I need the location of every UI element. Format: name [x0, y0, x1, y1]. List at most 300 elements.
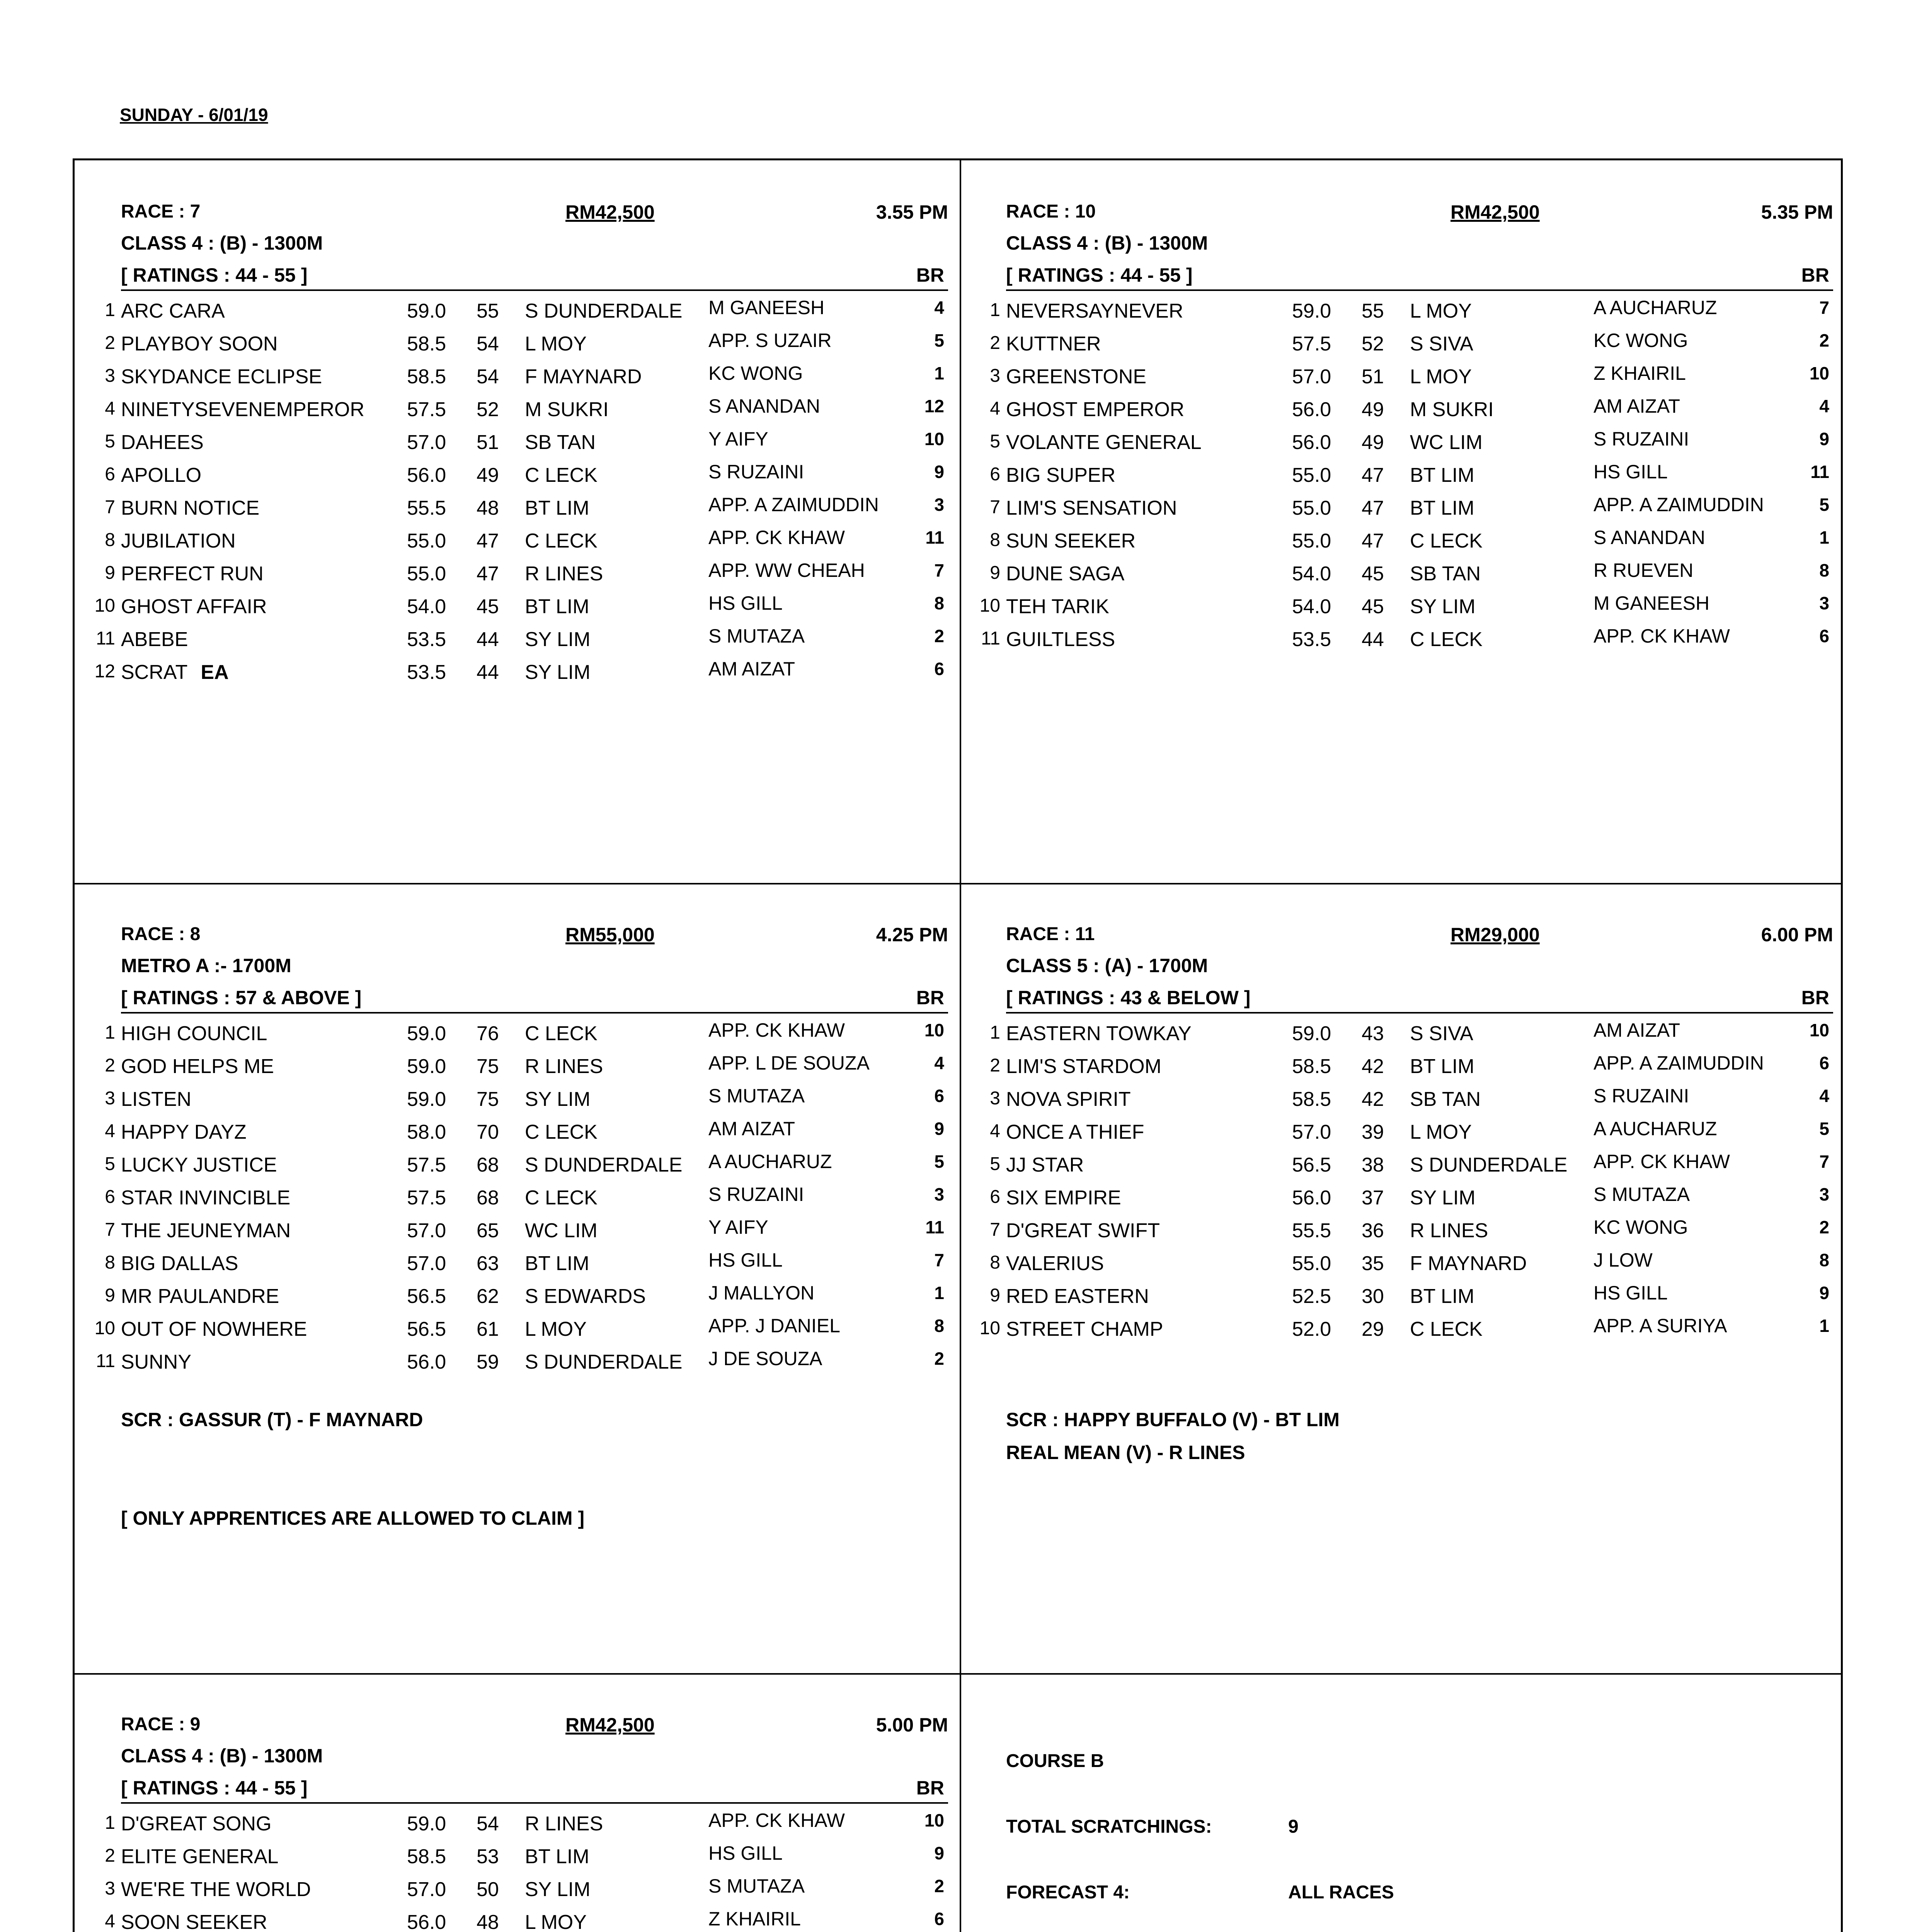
jockey: S EDWARDS — [525, 1285, 646, 1308]
entry-number: 4 — [105, 1121, 115, 1141]
entry-row — [960, 1315, 1833, 1349]
barrier: 1 — [934, 1283, 944, 1303]
horse-name: JJ STAR — [1006, 1154, 1084, 1176]
trainer: HS GILL — [1594, 1282, 1668, 1304]
barrier: 9 — [934, 462, 944, 482]
trainer: APP. CK KHAW — [1594, 625, 1730, 647]
jockey: BT LIM — [1410, 464, 1474, 486]
entry-row — [960, 1153, 1833, 1184]
weight: 56.0 — [1292, 1187, 1331, 1209]
jockey: SY LIM — [1410, 1187, 1476, 1209]
entry-row — [75, 1019, 948, 1053]
ea-marker: EA — [201, 661, 229, 684]
horse-name: GUILTLESS — [1006, 628, 1115, 651]
entry-number: 7 — [105, 1219, 115, 1240]
rating: 45 — [477, 595, 499, 618]
rating: 48 — [477, 497, 499, 519]
race-card-grid — [73, 158, 1843, 1932]
prize-money: RM42,500 — [565, 201, 655, 223]
entry-row — [75, 529, 948, 560]
trainer: S ANANDAN — [708, 395, 820, 417]
jockey: BT LIM — [525, 497, 589, 519]
weight: 53.5 — [407, 661, 446, 684]
horse-name: STAR INVINCIBLE — [121, 1187, 291, 1209]
jockey: L MOY — [525, 1318, 587, 1340]
trainer: APP. A ZAIMUDDIN — [1594, 494, 1764, 515]
weight: 57.5 — [1292, 333, 1331, 355]
entry-number: 7 — [990, 1219, 1000, 1240]
trainer: A AUCHARUZ — [1594, 1118, 1717, 1139]
horse-name: BIG DALLAS — [121, 1252, 238, 1275]
trainer: APP. A ZAIMUDDIN — [708, 494, 879, 515]
trainer: S RUZAINI — [1594, 428, 1689, 450]
trainer: APP. CK KHAW — [708, 1019, 845, 1041]
horse-name: LIM'S SENSATION — [1006, 497, 1177, 519]
weight: 55.0 — [1292, 1252, 1331, 1275]
race-number: RACE : 11 — [1006, 924, 1095, 944]
jockey: L MOY — [1410, 300, 1472, 322]
barrier: 12 — [924, 396, 944, 416]
race-note: [ ONLY APPRENTICES ARE ALLOWED TO CLAIM ] — [121, 1507, 585, 1529]
trainer: Y AIFY — [708, 428, 768, 450]
trainer: J LOW — [1594, 1249, 1653, 1271]
trainer: HS GILL — [708, 592, 783, 614]
rating: 55 — [1362, 300, 1384, 322]
horse-name: STREET CHAMP — [1006, 1318, 1163, 1340]
horse-name: SUN SEEKER — [1006, 530, 1136, 552]
barrier: 4 — [934, 298, 944, 318]
barrier: 10 — [1809, 1020, 1829, 1040]
jockey: L MOY — [1410, 1121, 1472, 1143]
trainer: S MUTAZA — [708, 1085, 805, 1107]
rating: 70 — [477, 1121, 499, 1143]
jockey: C LECK — [525, 1187, 598, 1209]
race-class: CLASS 4 : (B) - 1300M — [121, 232, 323, 254]
trainer: HS GILL — [708, 1249, 783, 1271]
horse-name: RED EASTERN — [1006, 1285, 1149, 1308]
weight: 56.0 — [407, 1351, 446, 1373]
barrier-column-header: BR — [1801, 987, 1829, 1009]
weight: 52.0 — [1292, 1318, 1331, 1340]
barrier: 1 — [1819, 527, 1829, 548]
horse-name: NEVERSAYNEVER — [1006, 300, 1183, 322]
barrier: 3 — [934, 1184, 944, 1204]
entry-row — [960, 625, 1833, 659]
entry-row — [75, 1842, 948, 1876]
trainer: APP. S UZAIR — [708, 330, 832, 351]
horse-name: TEH TARIK — [1006, 595, 1109, 618]
entry-number: 1 — [105, 1813, 115, 1833]
rating: 30 — [1362, 1285, 1384, 1308]
race-note: SCR : HAPPY BUFFALO (V) - BT LIM — [1006, 1409, 1340, 1430]
entry-number: 2 — [105, 1845, 115, 1866]
barrier: 1 — [934, 363, 944, 383]
horse-name: VALERIUS — [1006, 1252, 1104, 1275]
horse-name: KUTTNER — [1006, 333, 1101, 355]
entry-row — [960, 562, 1833, 593]
barrier: 7 — [934, 560, 944, 580]
entry-row — [960, 494, 1833, 527]
barrier: 2 — [934, 1876, 944, 1896]
entry-row — [75, 1216, 948, 1250]
jockey: F MAYNARD — [1410, 1252, 1527, 1275]
trainer: AM AIZAT — [1594, 395, 1680, 417]
barrier: 2 — [934, 626, 944, 646]
jockey: C LECK — [1410, 1318, 1483, 1340]
trainer: M GANEESH — [708, 297, 825, 318]
prize-money: RM55,000 — [565, 924, 655, 946]
entry-number: 9 — [990, 563, 1000, 583]
entry-row — [75, 562, 948, 593]
entry-number: 6 — [105, 1187, 115, 1207]
race-panel-race9 — [75, 1673, 960, 1932]
barrier: 11 — [925, 1217, 944, 1237]
weight: 57.0 — [407, 1219, 446, 1242]
entry-row — [75, 1249, 948, 1283]
jockey: BT LIM — [1410, 1285, 1474, 1308]
jockey: M SUKRI — [1410, 398, 1494, 421]
entry-row — [960, 362, 1833, 396]
weight: 56.0 — [407, 1911, 446, 1932]
weight: 57.0 — [407, 431, 446, 454]
rating: 44 — [477, 628, 499, 651]
jockey: SY LIM — [525, 628, 591, 651]
prize-money: RM42,500 — [1451, 201, 1540, 223]
jockey: R LINES — [1410, 1219, 1488, 1242]
entry-row — [75, 1186, 948, 1217]
entry-number: 2 — [105, 1055, 115, 1076]
barrier-column-header: BR — [1801, 264, 1829, 286]
entry-number: 7 — [990, 497, 1000, 517]
horse-name: LIM'S STARDOM — [1006, 1055, 1161, 1078]
entry-row — [75, 461, 948, 495]
rating: 59 — [477, 1351, 499, 1373]
weight: 59.0 — [407, 1022, 446, 1045]
weight: 59.0 — [407, 1813, 446, 1835]
entry-number: 4 — [105, 1911, 115, 1932]
jockey: S DUNDERDALE — [1410, 1154, 1568, 1176]
horse-name: D'GREAT SWIFT — [1006, 1219, 1160, 1242]
entry-row — [960, 1118, 1833, 1151]
weight: 57.0 — [407, 1252, 446, 1275]
entry-number: 5 — [105, 1154, 115, 1174]
entry-number: 12 — [94, 661, 115, 682]
entry-row — [75, 1153, 948, 1184]
rating: 63 — [477, 1252, 499, 1275]
rating: 68 — [477, 1187, 499, 1209]
horse-name: GHOST EMPEROR — [1006, 398, 1185, 421]
jockey: R LINES — [525, 1055, 603, 1078]
jockey: BT LIM — [525, 595, 589, 618]
weight: 59.0 — [407, 1055, 446, 1078]
barrier: 5 — [934, 330, 944, 350]
entry-number: 1 — [105, 1022, 115, 1043]
weight: 56.5 — [407, 1318, 446, 1340]
horse-name: LISTEN — [121, 1088, 192, 1111]
entry-row — [75, 1875, 948, 1909]
rating: 50 — [477, 1878, 499, 1901]
weight: 54.0 — [1292, 563, 1331, 585]
entry-row — [75, 1282, 948, 1316]
race-header — [1006, 201, 1833, 232]
trainer: J DE SOUZA — [708, 1348, 822, 1369]
trainer: APP. CK KHAW — [708, 527, 845, 548]
jockey: BT LIM — [1410, 1055, 1474, 1078]
jockey: WC LIM — [1410, 431, 1483, 454]
entry-number: 5 — [105, 431, 115, 452]
weight: 54.0 — [1292, 595, 1331, 618]
horse-name: NINETYSEVENEMPEROR — [121, 398, 364, 421]
race-time: 4.25 PM — [876, 924, 948, 946]
prize-money: RM29,000 — [1451, 924, 1540, 946]
rating: 68 — [477, 1154, 499, 1176]
rating: 39 — [1362, 1121, 1384, 1143]
trainer: KC WONG — [1594, 1216, 1688, 1238]
entry-number: 10 — [979, 1318, 1000, 1338]
weight: 57.0 — [1292, 1121, 1331, 1143]
weight: 58.5 — [1292, 1088, 1331, 1111]
barrier: 4 — [1819, 1086, 1829, 1106]
rating: 44 — [477, 661, 499, 684]
entry-row — [960, 461, 1833, 495]
rating: 38 — [1362, 1154, 1384, 1176]
rating: 35 — [1362, 1252, 1384, 1275]
rating: 53 — [477, 1845, 499, 1868]
horse-name: BIG SUPER — [1006, 464, 1116, 486]
jockey: BT LIM — [525, 1845, 589, 1868]
horse-name: LUCKY JUSTICE — [121, 1154, 277, 1176]
entry-number: 7 — [105, 497, 115, 517]
horse-name: SIX EMPIRE — [1006, 1187, 1121, 1209]
race-header — [1006, 923, 1833, 954]
entry-row — [75, 625, 948, 659]
entry-number: 11 — [96, 628, 115, 649]
weight: 57.5 — [407, 1154, 446, 1176]
entry-row — [75, 395, 948, 429]
entry-number: 4 — [990, 398, 1000, 419]
trainer: S RUZAINI — [708, 1184, 804, 1205]
barrier: 10 — [924, 1020, 944, 1040]
entry-row — [75, 658, 948, 692]
barrier: 9 — [934, 1119, 944, 1139]
weight: 53.5 — [1292, 628, 1331, 651]
weight: 59.0 — [1292, 300, 1331, 322]
race-time: 3.55 PM — [876, 201, 948, 223]
race-class: CLASS 4 : (B) - 1300M — [121, 1745, 323, 1767]
rating: 54 — [477, 366, 499, 388]
barrier: 11 — [925, 527, 944, 548]
rating: 51 — [1362, 366, 1384, 388]
weight: 56.0 — [1292, 398, 1331, 421]
jockey: SY LIM — [525, 1878, 591, 1901]
entry-row — [75, 1118, 948, 1151]
barrier: 8 — [1819, 560, 1829, 580]
entry-number: 10 — [94, 1318, 115, 1338]
entry-row — [960, 1085, 1833, 1119]
barrier: 10 — [924, 1810, 944, 1830]
jockey: R LINES — [525, 563, 603, 585]
trainer: KC WONG — [1594, 330, 1688, 351]
rating: 52 — [477, 398, 499, 421]
entry-row — [75, 1085, 948, 1119]
entry-number: 3 — [990, 366, 1000, 386]
entry-number: 5 — [990, 1154, 1000, 1174]
rating: 45 — [1362, 563, 1384, 585]
jockey: L MOY — [525, 1911, 587, 1932]
entry-number: 1 — [990, 1022, 1000, 1043]
race-panel-race8 — [75, 883, 960, 1602]
weight: 57.0 — [407, 1878, 446, 1901]
weight: 57.0 — [1292, 366, 1331, 388]
ratings-text: [ RATINGS : 44 - 55 ] — [1006, 264, 1193, 286]
trainer: M GANEESH — [1594, 592, 1710, 614]
race-ratings — [1006, 264, 1833, 291]
race-ratings — [121, 264, 948, 291]
jockey: SY LIM — [525, 661, 591, 684]
barrier: 10 — [1809, 363, 1829, 383]
entry-row — [960, 529, 1833, 560]
rating: 47 — [1362, 464, 1384, 486]
trainer: A AUCHARUZ — [1594, 297, 1717, 318]
barrier: 4 — [934, 1053, 944, 1073]
ratings-text: [ RATINGS : 43 & BELOW ] — [1006, 987, 1251, 1009]
entry-row — [75, 1350, 948, 1381]
trainer: Z KHAIRIL — [708, 1908, 801, 1930]
entry-number: 9 — [990, 1285, 1000, 1306]
jockey: C LECK — [525, 530, 598, 552]
race-panel-race7 — [75, 160, 960, 879]
entry-number: 11 — [96, 1351, 115, 1371]
barrier: 9 — [1819, 1283, 1829, 1303]
entry-row — [960, 395, 1833, 429]
course-label: COURSE B — [1006, 1751, 1104, 1771]
page-date-header: SUNDAY - 6/01/19 — [120, 105, 268, 125]
rating: 75 — [477, 1055, 499, 1078]
entry-row — [75, 1052, 948, 1086]
entry-number: 11 — [981, 628, 1000, 649]
barrier: 3 — [1819, 1184, 1829, 1204]
trainer: APP. A SURIYA — [1594, 1315, 1727, 1337]
jockey: M SUKRI — [525, 398, 609, 421]
barrier: 3 — [934, 495, 944, 515]
weight: 58.5 — [1292, 1055, 1331, 1078]
rating: 47 — [477, 563, 499, 585]
rating: 49 — [1362, 398, 1384, 421]
horse-name: THE JEUNEYMAN — [121, 1219, 291, 1242]
rating: 47 — [1362, 497, 1384, 519]
trainer: APP. L DE SOUZA — [708, 1052, 870, 1074]
rating: 75 — [477, 1088, 499, 1111]
entry-number: 1 — [990, 300, 1000, 320]
weight: 59.0 — [407, 1088, 446, 1111]
weight: 58.5 — [407, 333, 446, 355]
entry-number: 8 — [990, 1252, 1000, 1273]
weight: 55.5 — [1292, 1219, 1331, 1242]
barrier: 2 — [1819, 330, 1829, 350]
entry-row — [75, 362, 948, 396]
horse-name: ARC CARA — [121, 300, 225, 322]
barrier: 6 — [934, 659, 944, 679]
trainer: S RUZAINI — [708, 461, 804, 483]
entry-number: 6 — [990, 1187, 1000, 1207]
trainer: APP. J DANIEL — [708, 1315, 840, 1337]
barrier-column-header: BR — [916, 264, 944, 286]
forecast-value: ALL RACES — [1288, 1882, 1394, 1903]
entry-number: 8 — [105, 1252, 115, 1273]
entry-number: 3 — [105, 1088, 115, 1109]
weight: 52.5 — [1292, 1285, 1331, 1308]
total-scratchings-value: 9 — [1288, 1816, 1299, 1837]
race-class: CLASS 4 : (B) - 1300M — [1006, 232, 1208, 254]
rating: 62 — [477, 1285, 499, 1308]
barrier: 5 — [934, 1151, 944, 1172]
trainer: APP. CK KHAW — [708, 1810, 845, 1831]
jockey: SY LIM — [525, 1088, 591, 1111]
jockey: C LECK — [1410, 530, 1483, 552]
entry-number: 9 — [105, 1285, 115, 1306]
jockey: F MAYNARD — [525, 366, 642, 388]
entry-number: 2 — [105, 333, 115, 353]
rating: 37 — [1362, 1187, 1384, 1209]
race-number: RACE : 7 — [121, 201, 201, 222]
entry-number: 6 — [105, 464, 115, 485]
rating: 54 — [477, 1813, 499, 1835]
race-ratings — [1006, 986, 1833, 1014]
entry-row — [960, 1216, 1833, 1250]
trainer: HS GILL — [1594, 461, 1668, 483]
weight: 59.0 — [1292, 1022, 1331, 1045]
horse-name: ONCE A THIEF — [1006, 1121, 1144, 1143]
entry-number: 10 — [979, 595, 1000, 616]
rating: 52 — [1362, 333, 1384, 355]
horse-name: VOLANTE GENERAL — [1006, 431, 1202, 454]
race-ratings — [121, 986, 948, 1014]
race-number: RACE : 10 — [1006, 201, 1096, 222]
weight: 56.0 — [407, 464, 446, 486]
trainer: KC WONG — [708, 362, 803, 384]
barrier: 10 — [924, 429, 944, 449]
weight: 55.0 — [1292, 530, 1331, 552]
entry-number: 3 — [105, 366, 115, 386]
jockey: S SIVA — [1410, 333, 1473, 355]
barrier-column-header: BR — [916, 987, 944, 1009]
horse-name: PLAYBOY SOON — [121, 333, 278, 355]
jockey: BT LIM — [1410, 497, 1474, 519]
entry-number: 4 — [990, 1121, 1000, 1141]
barrier: 8 — [1819, 1250, 1829, 1270]
trainer: AM AIZAT — [1594, 1019, 1680, 1041]
rating: 49 — [477, 464, 499, 486]
weight: 57.5 — [407, 1187, 446, 1209]
ratings-text: [ RATINGS : 57 & ABOVE ] — [121, 987, 362, 1009]
entry-row — [75, 494, 948, 527]
meeting-info-panel — [960, 1673, 1845, 1932]
horse-name-group — [121, 661, 229, 684]
rating: 49 — [1362, 431, 1384, 454]
race-class: CLASS 5 : (A) - 1700M — [1006, 955, 1208, 976]
race-number: RACE : 8 — [121, 924, 201, 944]
barrier: 1 — [1819, 1316, 1829, 1336]
entry-row — [75, 299, 948, 330]
race-ratings — [121, 1777, 948, 1804]
race-time: 5.35 PM — [1761, 201, 1833, 223]
entry-row — [75, 1812, 948, 1843]
entry-row — [75, 332, 948, 363]
total-scratchings-label: TOTAL SCRATCHINGS: — [1006, 1816, 1212, 1837]
race-header — [121, 923, 948, 954]
barrier: 2 — [934, 1349, 944, 1369]
prize-money: RM42,500 — [565, 1714, 655, 1736]
